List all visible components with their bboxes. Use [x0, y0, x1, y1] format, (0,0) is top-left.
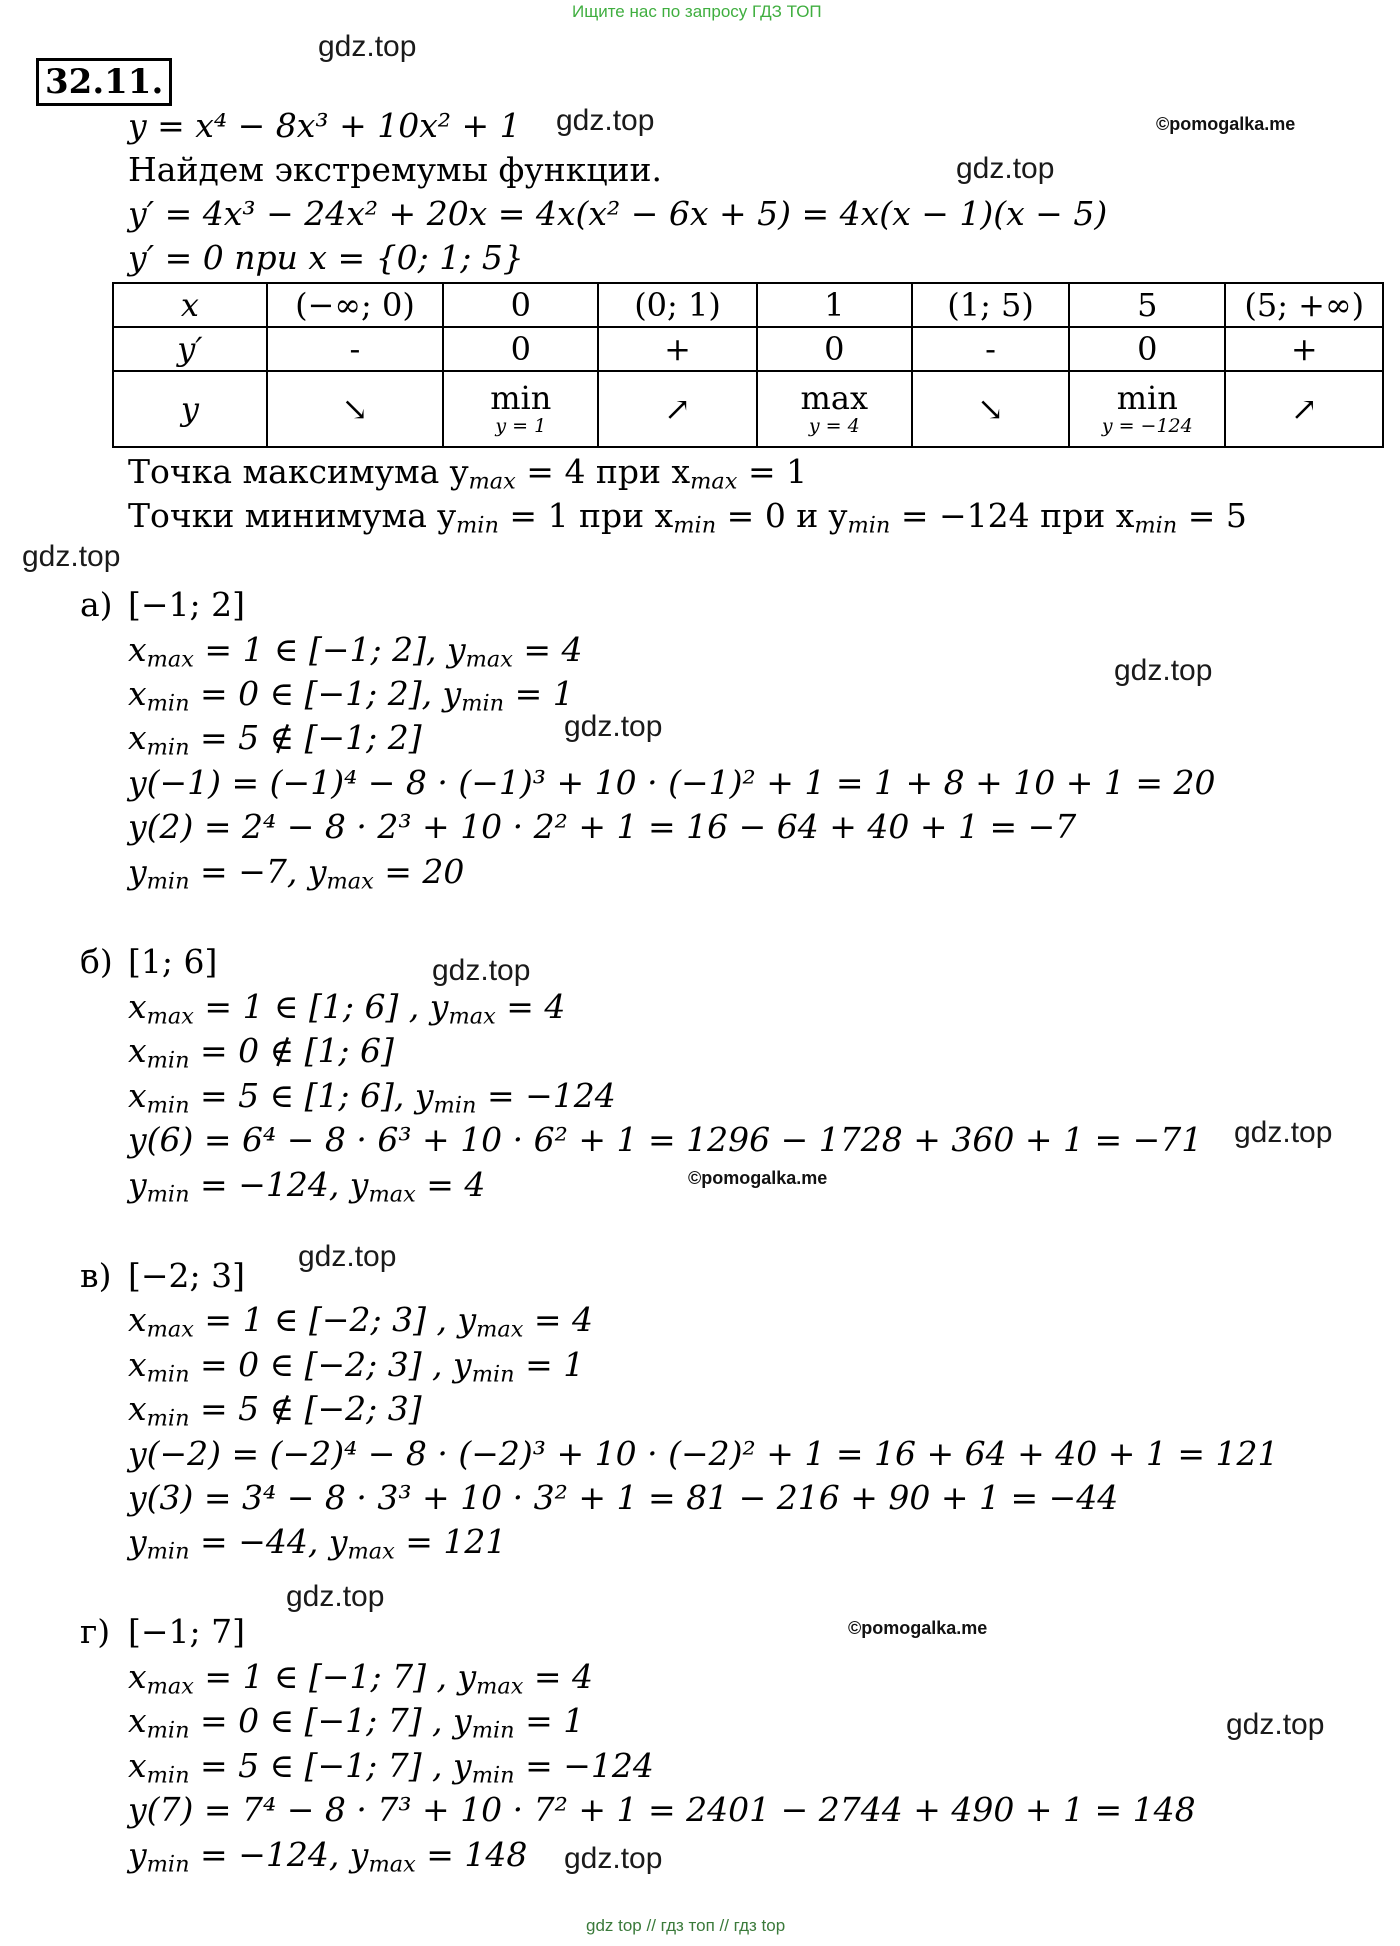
part-a-line: y(2) = 2⁴ − 8 · 2³ + 10 · 2² + 1 = 16 − 64 + 40 + 1 = −7: [128, 807, 1077, 846]
part-d-label: г): [80, 1612, 111, 1651]
table-cell: 0: [443, 283, 598, 327]
watermark-gdz: gdz.top: [318, 30, 417, 63]
part-c-line: $y_{min} = -44$, $y_{max} = 121$: [128, 1522, 507, 1565]
table-cell: 5: [1069, 283, 1225, 327]
task-number: 32.11.: [36, 58, 172, 106]
table-cell: 0: [443, 327, 598, 371]
part-c-line: $x_{min} = 5$ ∉ [−2; 3]: [128, 1389, 422, 1432]
part-c-line: y(3) = 3⁴ − 8 · 3³ + 10 · 3² + 1 = 81 − 216 + 90 + 1 = −44: [128, 1478, 1119, 1517]
part-b-interval: [1; 6]: [128, 942, 218, 981]
part-d-line: $y_{min} = -124$, $y_{max} = 148$: [128, 1835, 528, 1878]
watermark-pomogalka: ©pomogalka.me: [688, 1168, 828, 1188]
table-cell: [757, 371, 913, 447]
part-b-line: $y_{min} = -124$, $y_{max} = 4$: [128, 1165, 486, 1208]
part-c-line: $x_{min} = 0$ ∈ [−2; 3] , $y_{min} = 1$: [128, 1345, 585, 1388]
part-a-line: $x_{min} = 0$ ∈ [−1; 2], $y_{min} = 1$: [128, 674, 574, 717]
footer-text: gdz top // гдз топ // гдз top: [586, 1916, 786, 1935]
part-c-line: $x_{max} = 1$ ∈ [−2; 3] , $y_{max} = 4$: [128, 1300, 594, 1343]
max-point-text: Точка максимума $y_{max} = 4$ при $x_{max} = 1$: [128, 452, 808, 495]
table-cell: x: [113, 283, 267, 327]
part-d-line: $x_{min} = 0$ ∈ [−1; 7] , $y_{min} = 1$: [128, 1701, 585, 1744]
part-c-interval: [−2; 3]: [128, 1256, 245, 1295]
watermark-gdz: gdz.top: [556, 104, 655, 137]
table-cell: 1: [757, 283, 913, 327]
watermark-gdz: gdz.top: [956, 152, 1055, 185]
decreasing-arrow-icon: ↘: [341, 390, 369, 428]
cell-label: min: [490, 379, 552, 417]
table-cell: (1; 5): [912, 283, 1069, 327]
table-cell: -: [267, 327, 443, 371]
part-d-line: $x_{min} = 5$ ∈ [−1; 7] , $y_{min} = -124$: [128, 1746, 654, 1789]
watermark-gdz: gdz.top: [1114, 654, 1213, 687]
table-cell: -: [912, 327, 1069, 371]
watermark-gdz: gdz.top: [1226, 1708, 1325, 1741]
table-cell: y′: [113, 327, 267, 371]
part-d-line: $x_{max} = 1$ ∈ [−1; 7] , $y_{max} = 4$: [128, 1657, 594, 1700]
part-a-label: а): [80, 585, 113, 624]
part-d-interval: [−1; 7]: [128, 1612, 245, 1651]
watermark-pomogalka: ©pomogalka.me: [848, 1618, 988, 1638]
watermark-pomogalka: ©pomogalka.me: [1156, 114, 1296, 134]
part-b-line: $x_{min} = 0$ ∉ [1; 6]: [128, 1031, 394, 1074]
watermark-gdz: gdz.top: [1234, 1116, 1333, 1149]
watermark-gdz: gdz.top: [432, 954, 531, 987]
function-formula: y = x⁴ − 8x³ + 10x² + 1: [128, 106, 521, 145]
part-a-line: $x_{min} = 5$ ∉ [−1; 2]: [128, 718, 422, 761]
watermark-gdz: gdz.top: [286, 1580, 385, 1613]
table-row-derivative: [113, 327, 1383, 371]
critical-points: y′ = 0 при x = {0; 1; 5}: [128, 238, 524, 277]
table-cell: [267, 371, 443, 447]
increasing-arrow-icon: ↗: [1290, 390, 1318, 428]
table-cell: [912, 371, 1069, 447]
part-a-line: $y_{min} = -7$, $y_{max} = 20$: [128, 852, 465, 895]
top-banner: Ищите нас по запросу ГДЗ ТОП: [572, 2, 822, 21]
decreasing-arrow-icon: ↘: [977, 390, 1004, 428]
table-row-x: [113, 283, 1383, 327]
cell-label: max: [800, 379, 869, 417]
table-cell: [1225, 371, 1383, 447]
watermark-gdz: gdz.top: [298, 1240, 397, 1273]
table-cell: [113, 371, 267, 447]
part-b-label: б): [80, 942, 113, 981]
cell-value: y = 1: [495, 415, 547, 437]
table-cell: 0: [757, 327, 913, 371]
part-a-line: $x_{max} = 1$ ∈ [−1; 2], $y_{max} = 4$: [128, 630, 583, 673]
table-cell: (5; +∞): [1225, 283, 1383, 327]
derivative-formula: y′ = 4x³ − 24x² + 20x = 4x(x² − 6x + 5) = 4x(x − 1)(x − 5): [128, 194, 1108, 233]
table-cell: [1069, 371, 1225, 447]
part-b-line: $x_{max} = 1$ ∈ [1; 6] , $y_{max} = 4$: [128, 987, 566, 1030]
table-cell: (−∞; 0): [267, 283, 443, 327]
watermark-gdz: gdz.top: [22, 540, 121, 573]
cell-value: y = 4: [808, 415, 860, 437]
cell-value: y = −124: [1101, 415, 1193, 437]
table-cell: [443, 371, 598, 447]
min-points-text: Точки минимума $y_{min} = 1$ при $x_{min} = 0$ и $y_{min} = -124$ при $x_{min} = 5$: [128, 496, 1247, 539]
part-b-line: y(6) = 6⁴ − 8 · 6³ + 10 · 6² + 1 = 1296 − 1728 + 360 + 1 = −71: [128, 1120, 1203, 1159]
part-c-line: y(−2) = (−2)⁴ − 8 · (−2)³ + 10 · (−2)² + 1 = 16 + 64 + 40 + 1 = 121: [128, 1434, 1279, 1473]
table-cell: +: [1225, 327, 1383, 371]
table-cell: [598, 371, 756, 447]
find-extrema-text: Найдем экстремумы функции.: [128, 150, 663, 189]
cell-label: y: [180, 390, 199, 428]
watermark-gdz: gdz.top: [564, 710, 663, 743]
part-d-line: y(7) = 7⁴ − 8 · 7³ + 10 · 7² + 1 = 2401 − 2744 + 490 + 1 = 148: [128, 1790, 1196, 1829]
sign-table: [112, 282, 1384, 448]
table-cell: +: [598, 327, 756, 371]
part-b-line: $x_{min} = 5$ ∈ [1; 6], $y_{min} = -124$: [128, 1076, 616, 1119]
part-a-interval: [−1; 2]: [128, 585, 245, 624]
cell-label: min: [1116, 379, 1178, 417]
table-cell: (0; 1): [598, 283, 756, 327]
table-cell: 0: [1069, 327, 1225, 371]
watermark-gdz: gdz.top: [564, 1842, 663, 1875]
increasing-arrow-icon: ↗: [664, 390, 691, 428]
table-row-function: [113, 371, 1383, 447]
part-c-label: в): [80, 1256, 112, 1295]
part-a-line: y(−1) = (−1)⁴ − 8 · (−1)³ + 10 · (−1)² + 1 = 1 + 8 + 10 + 1 = 20: [128, 763, 1216, 802]
